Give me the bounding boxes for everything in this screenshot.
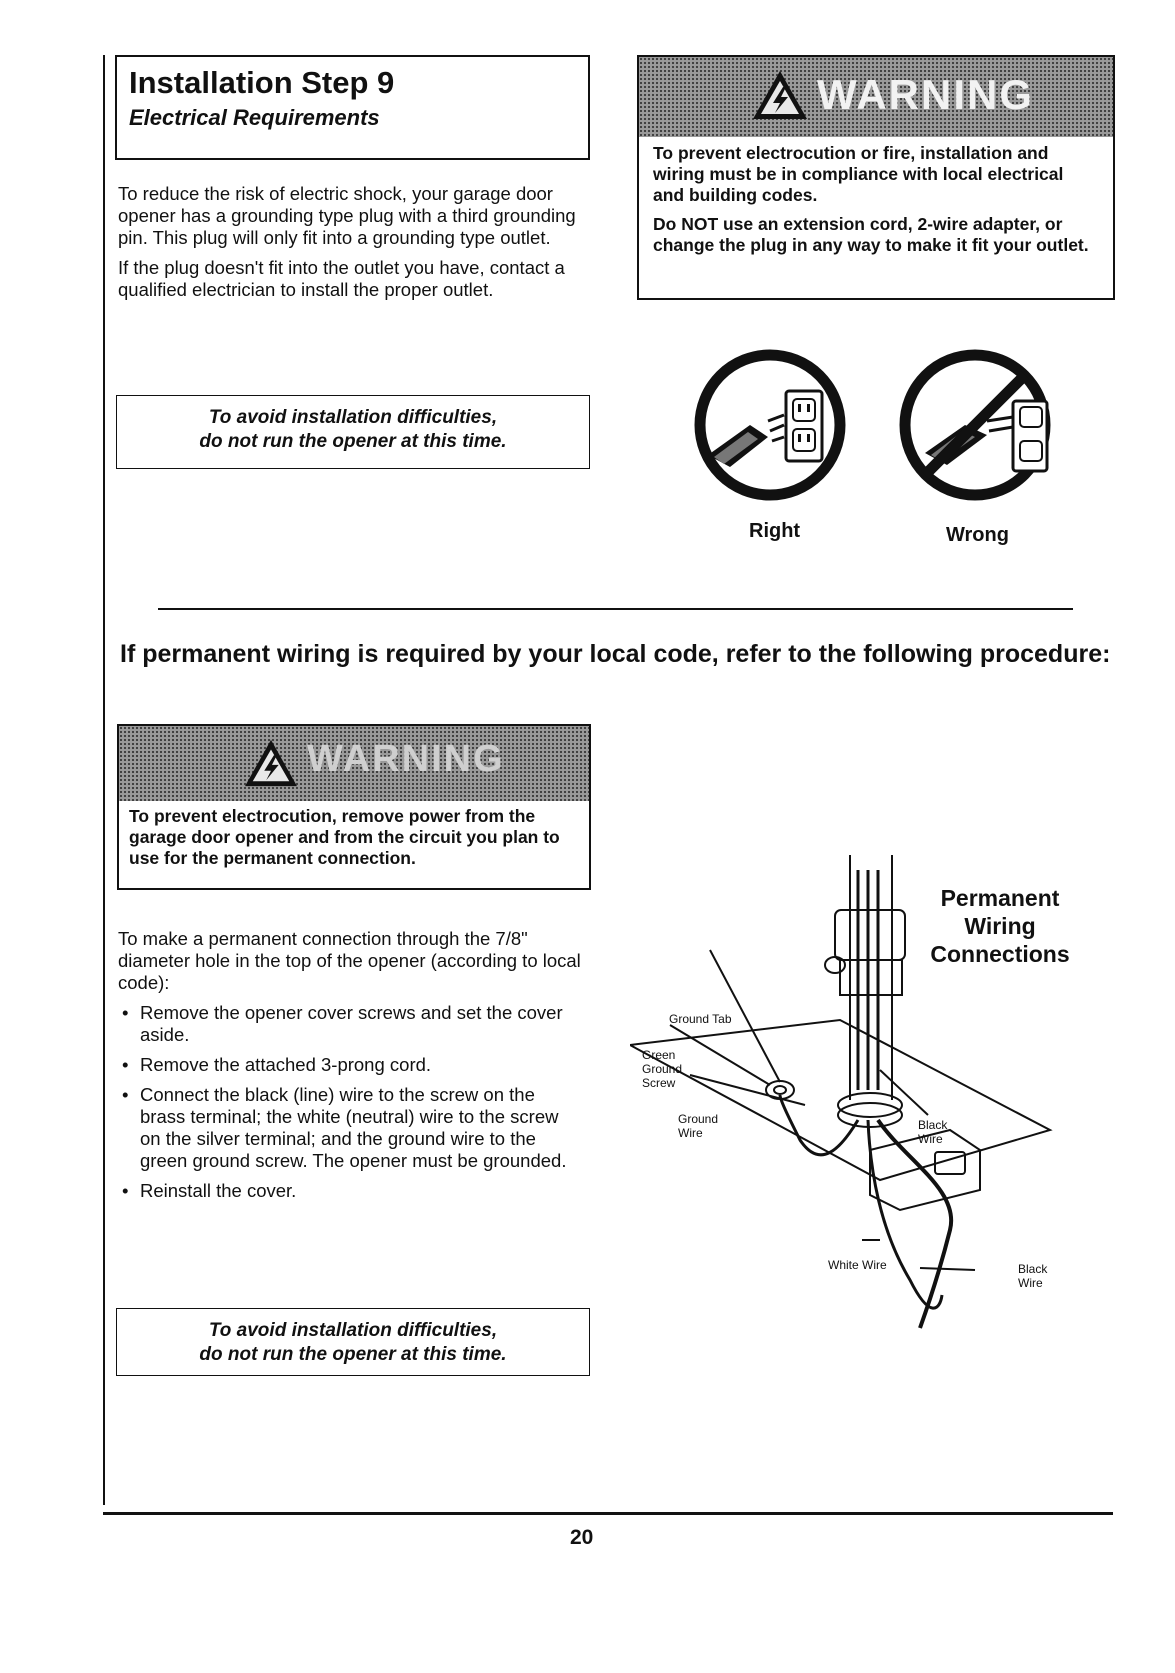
wiring-title-line-3: Connections xyxy=(930,941,1070,967)
wiring-title-line-1: Permanent xyxy=(940,885,1060,911)
step-header-box xyxy=(115,55,590,160)
label-green-ground-screw xyxy=(642,1048,682,1090)
label-black-wire-top xyxy=(918,1118,947,1146)
label-ground-wire-1: Ground xyxy=(678,1112,719,1126)
right-plug-figure xyxy=(690,345,850,505)
intro-paragraph-2: If the plug doesn't fit into the outlet you have, contact a qualified electrician to install the proper outlet. xyxy=(118,257,565,300)
note-1-line-2: do not run the opener at this time. xyxy=(199,431,507,452)
warning-2-text: To prevent electrocution, remove power from the garage door opener and from the circuit you plan to use for the permanent connection. xyxy=(129,806,560,868)
section-divider xyxy=(158,608,1073,610)
wiring-title-line-2: Wiring xyxy=(964,913,1036,939)
warning-box-electrocution xyxy=(117,724,591,890)
procedure-step: • Remove the attached 3-prong cord. xyxy=(118,1054,583,1076)
procedure-step: • Remove the opener cover screws and set the cover aside. xyxy=(118,1002,583,1046)
warning-1-paragraph-2: Do NOT use an extension cord, 2-wire adapter, or change the plug in any way to make it fit your outlet. xyxy=(653,214,1089,255)
warning-1-text xyxy=(639,137,1113,270)
installation-note-1 xyxy=(116,395,590,469)
warning-word: WARNING xyxy=(307,738,505,780)
label-white-wire: White Wire xyxy=(828,1258,887,1272)
right-plug-caption: Right xyxy=(749,520,801,542)
label-green: Green xyxy=(642,1048,676,1062)
label-black-wire-top-2: Wire xyxy=(918,1132,943,1146)
page-number: 20 xyxy=(570,1526,594,1549)
label-ground: Ground xyxy=(642,1062,683,1076)
installation-note-2 xyxy=(116,1308,590,1376)
label-screw: Screw xyxy=(642,1076,676,1090)
procedure-intro: To make a permanent connection through the 7/8" diameter hole in the top of the opener (according to local code): xyxy=(118,928,581,993)
label-black-wire-bottom-1: Black xyxy=(1018,1262,1048,1276)
step-subtitle: Electrical Requirements xyxy=(129,104,380,130)
intro-text xyxy=(118,183,588,309)
note-2-line-1: To avoid installation difficulties, xyxy=(208,1320,498,1341)
wrong-plug-figure xyxy=(895,345,1055,505)
warning-triangle-icon xyxy=(243,738,299,788)
procedure-step: • Reinstall the cover. xyxy=(118,1180,583,1202)
permanent-wiring-heading: If permanent wiring is required by your local code, refer to the following procedure: xyxy=(120,640,1111,668)
warning-box-electrocution-fire xyxy=(637,55,1115,300)
warning-banner xyxy=(119,726,589,801)
intro-paragraph-1: To reduce the risk of electric shock, your garage door opener has a grounding type plug with a third grounding pin. This plug will only fit into a grounding type outlet. xyxy=(118,183,576,248)
wrong-plug-caption: Wrong xyxy=(946,524,1009,546)
page-frame-left-rule xyxy=(103,55,105,1505)
warning-1-paragraph-1: To prevent electrocution or fire, installation and wiring must be in compliance with local electrical and building codes. xyxy=(653,143,1064,205)
page-frame-bottom-rule xyxy=(103,1512,1113,1515)
wiring-diagram-title xyxy=(930,884,1070,968)
note-1-line-1: To avoid installation difficulties, xyxy=(208,407,498,428)
warning-word: WARNING xyxy=(817,71,1034,118)
label-ground-tab: Ground Tab xyxy=(669,1012,732,1026)
label-ground-wire xyxy=(678,1112,718,1140)
note-2-line-2: do not run the opener at this time. xyxy=(199,1344,507,1365)
label-black-wire-bottom-2: Wire xyxy=(1018,1276,1043,1290)
label-black-wire-top-1: Black xyxy=(918,1118,948,1132)
label-black-wire-bottom xyxy=(1018,1262,1047,1290)
procedure-steps-list xyxy=(118,1002,583,1202)
warning-banner xyxy=(639,57,1113,137)
procedure-text xyxy=(118,928,583,1210)
warning-triangle-icon xyxy=(751,69,809,121)
procedure-step: • Connect the black (line) wire to the screw on the brass terminal; the white (neutral) wire to the screw on the silver terminal; and the ground wire to the green ground screw. The opener must be grounded. xyxy=(118,1084,583,1172)
label-ground-wire-2: Wire xyxy=(678,1126,703,1140)
step-title: Installation Step 9 xyxy=(129,65,395,100)
